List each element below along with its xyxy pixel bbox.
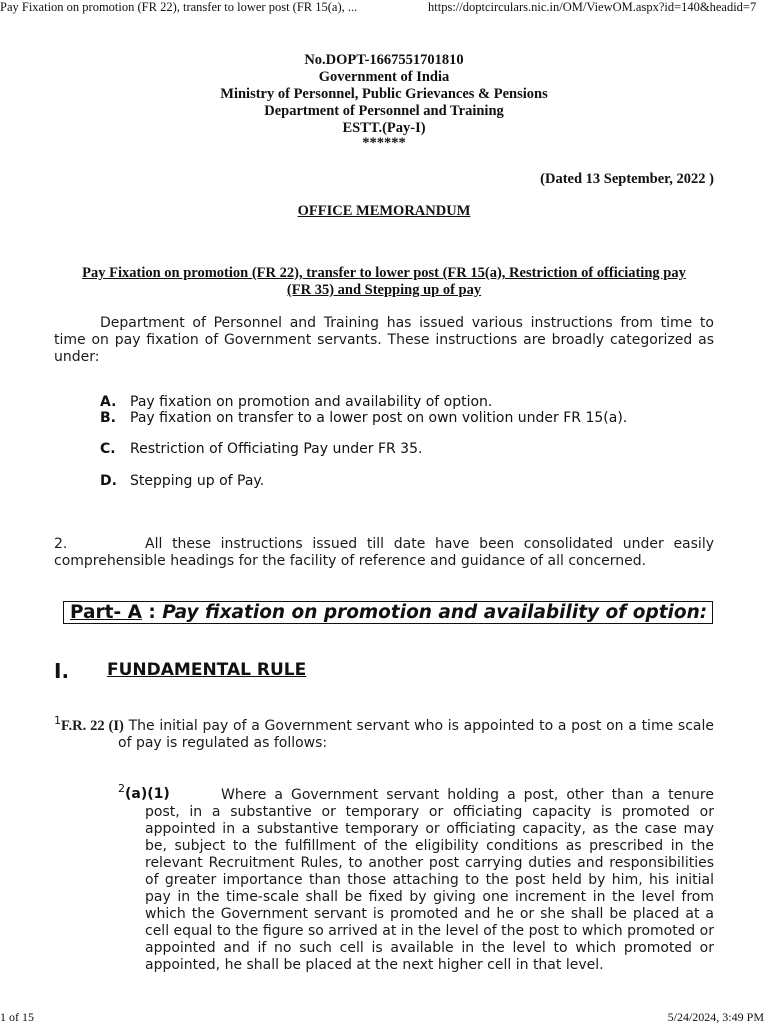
list-text: Restriction of Officiating Pay under FR 35.: [130, 441, 423, 457]
list-marker: D.: [100, 473, 117, 489]
department-line: Department of Personnel and Training: [264, 103, 504, 119]
letterhead: [0, 52, 768, 149]
separator-stars: ******: [362, 135, 406, 151]
fr22-paragraph: [54, 714, 714, 752]
subject: [0, 265, 768, 299]
list-text: Pay fixation on transfer to a lower post on own volition under FR 15(a).: [130, 410, 628, 426]
part-a-heading: [63, 601, 713, 624]
list-text: Pay fixation on promotion and availability of option.: [130, 394, 493, 410]
fr22-ref: F.R. 22 (I): [61, 718, 124, 734]
section-numeral: I.: [54, 659, 70, 683]
print-header-url: https://doptcirculars.nic.in/OM/ViewOM.aspx?id=140&headid=7: [428, 0, 757, 14]
clause-a1-text: Where a Government servant holding a post, other than a tenure post, in a substantive or temporary or officiating capacity is promoted or appointed in a substantive temporary or officiating capacity, as the case may be, subject to the fulfillment of the eligibility conditions as prescribed in the relevant Recruitment Rules, to another post carrying duties and responsibilities of greater importance than those attaching to the post held by him, his initial pay in the time-scale shall be fixed by giving one increment in the level from which the Government servant is promoted and he or she shall be placed at a cell equal to the figure so arrived at in the level of the post to which promoted or appointed and if no such cell is available in the level to which promoted or appointed, he shall be placed at the next higher cell in that level.: [145, 787, 714, 973]
part-a-separator: :: [141, 602, 163, 623]
print-footer-datetime: 5/24/2024, 3:49 PM: [667, 1010, 764, 1024]
subject-line-1: Pay Fixation on promotion (FR 22), transfer to lower post (FR 15(a), Restriction of officiating pay: [82, 265, 686, 281]
part-a-label: Part- A: [70, 602, 142, 623]
para2-number: 2.: [54, 536, 68, 552]
list-item: [100, 473, 264, 490]
fr22-text: The initial pay of a Government servant who is appointed to a post on a time scale of pay is regulated as follows:: [118, 718, 714, 751]
government-line: Government of India: [318, 69, 450, 85]
list-item: [100, 394, 492, 411]
memo-type: OFFICE MEMORANDUM: [297, 203, 471, 219]
part-a-title: Pay fixation on promotion and availability of option:: [162, 602, 708, 623]
list-item: [100, 410, 627, 427]
section-line: ESTT.(Pay-I): [342, 120, 426, 136]
om-number: No.DOPT-1667551701810: [304, 52, 464, 68]
print-header-title: Pay Fixation on promotion (FR 22), transfer to lower post (FR 15(a), ...: [0, 0, 358, 14]
list-marker: C.: [100, 441, 116, 457]
footnote-marker: 1: [54, 714, 61, 727]
footnote-marker: 2: [118, 782, 125, 795]
list-marker: B.: [100, 410, 116, 426]
section-heading: FUNDAMENTAL RULE: [107, 660, 307, 680]
dated-line: (Dated 13 September, 2022 ): [540, 171, 714, 187]
subject-line-2: (FR 35) and Stepping up of pay: [286, 282, 482, 298]
print-footer-page: 1 of 15: [0, 1010, 34, 1024]
para2-text: All these instructions issued till date have been consolidated under easily comprehensible headings for the facility of reference and guidance of all concerned.: [54, 536, 714, 569]
intro-paragraph: Department of Personnel and Training has issued various instructions from time to time on pay fixation of Government servants. These instructions are broadly categorized as under:: [54, 315, 714, 365]
ministry-line: Ministry of Personnel, Public Grievances & Pensions: [220, 86, 548, 102]
list-text: Stepping up of Pay.: [130, 473, 265, 489]
clause-ref: (a)(1): [125, 786, 170, 802]
list-item: [100, 441, 422, 458]
list-marker: A.: [100, 394, 117, 410]
